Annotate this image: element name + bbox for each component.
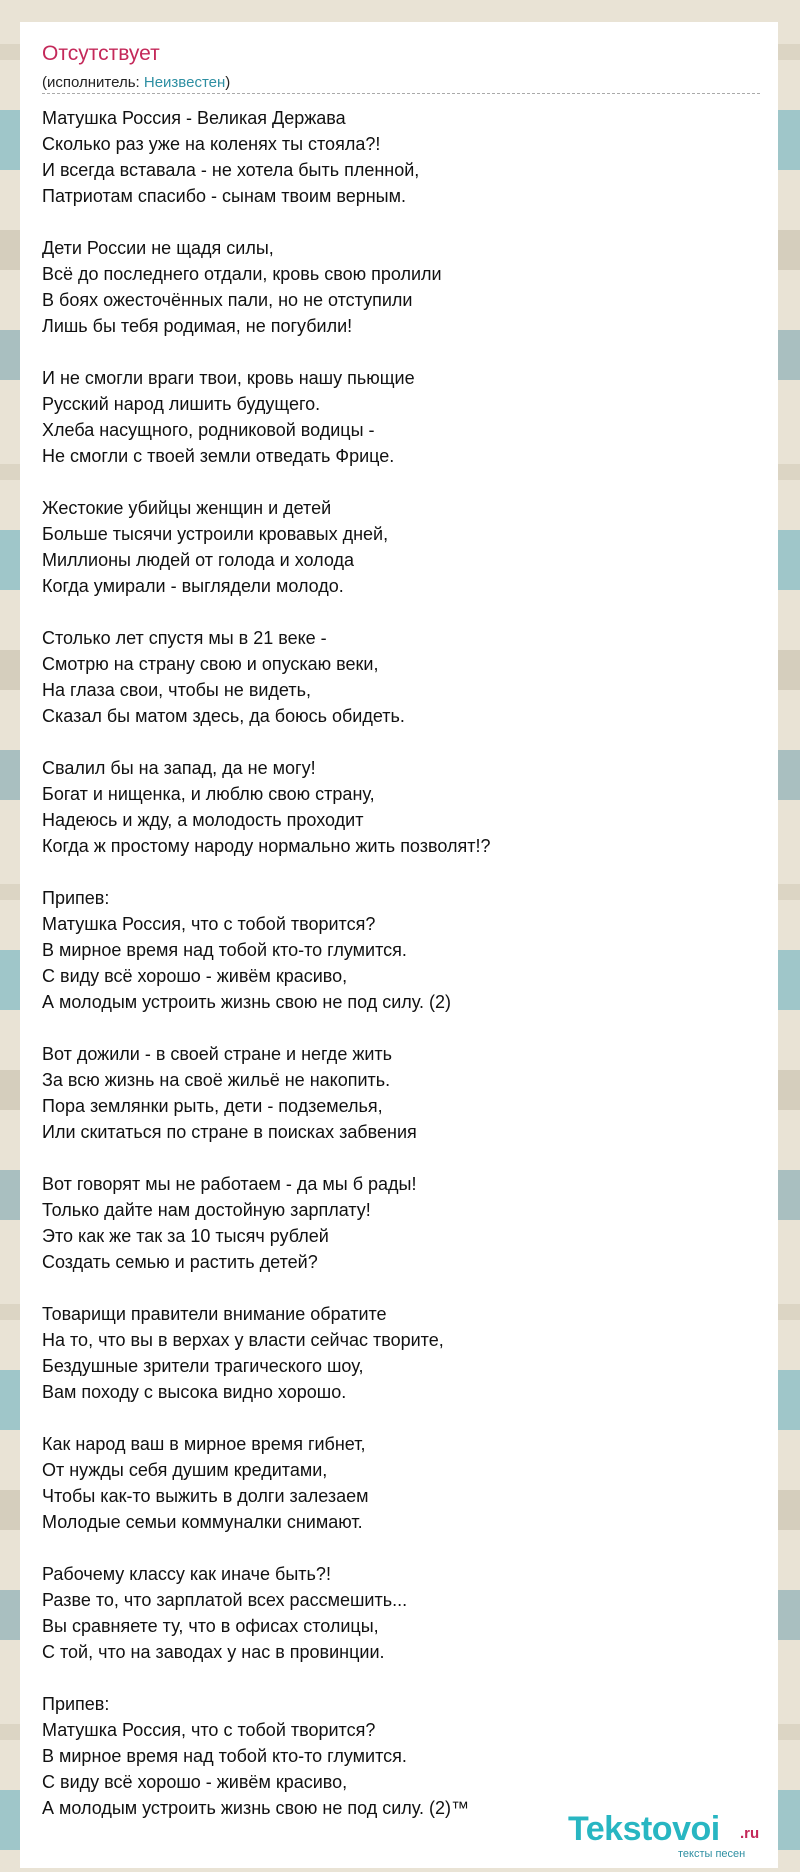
lyric-line: А молодым устроить жизнь свою не под силу. (2) (42, 992, 451, 1012)
lyric-line: Вам походу с высока видно хорошо. (42, 1382, 347, 1402)
lyric-line: Вот дожили - в своей стране и негде жить (42, 1044, 393, 1064)
lyric-line: В боях ожесточённых пали, но не отступили (42, 290, 413, 310)
artist-link[interactable]: Неизвестен (143, 74, 226, 91)
lyric-line: Как народ ваш в мирное время гибнет, (42, 1434, 366, 1454)
stanza-gap (42, 1535, 762, 1561)
lyric-line: Столько лет спустя мы в 21 веке - (42, 628, 327, 648)
lyric-line: Хлеба насущного, родниковой водицы - (42, 420, 375, 440)
stanza-gap (42, 859, 762, 885)
lyric-line: Надеюсь и жду, а молодость проходит (42, 810, 364, 830)
lyric-line: Рабочему классу как иначе быть?! (42, 1564, 331, 1584)
stanza-gap (42, 1015, 762, 1041)
lyric-line: Чтобы как-то выжить в долги залезаем (42, 1486, 369, 1506)
lyric-line: Дети России не щадя силы, (42, 238, 274, 258)
subtitle-suffix: ) (225, 74, 231, 91)
site-logo[interactable] (568, 1810, 778, 1860)
lyric-line: Матушка Россия, что с тобой творится? (42, 914, 376, 934)
lyrics-card (20, 22, 778, 1868)
stanza-gap (42, 1145, 762, 1171)
lyric-line: В мирное время над тобой кто-то глумится. (42, 1746, 407, 1766)
lyric-line: Только дайте нам достойную зарплату! (42, 1200, 371, 1220)
lyric-line: А молодым устроить жизнь свою не под силу. (2)™ (42, 1798, 469, 1818)
lyrics-body (42, 105, 762, 1821)
lyric-line: Молодые семьи коммуналки снимают. (42, 1512, 363, 1532)
lyric-line: Вы сравняете ту, что в офисах столицы, (42, 1616, 379, 1636)
lyric-line: Припев: (42, 888, 110, 908)
lyric-line: Больше тысячи устроили кровавых дней, (42, 524, 389, 544)
lyric-line: Или скитаться по стране в поисках забвения (42, 1122, 417, 1142)
lyric-line: Бездушные зрители трагического шоу, (42, 1356, 364, 1376)
lyric-line: И всегда вставала - не хотела быть пленной, (42, 160, 420, 180)
stanza-gap (42, 1275, 762, 1301)
song-title: Отсутствует (42, 42, 160, 65)
lyric-line: С виду всё хорошо - живём красиво, (42, 966, 348, 986)
stanza-gap (42, 729, 762, 755)
stanza-gap (42, 1665, 762, 1691)
song-subtitle (42, 74, 230, 91)
lyric-line: Миллионы людей от голода и холода (42, 550, 354, 570)
logo-tagline: тексты песен (678, 1848, 746, 1860)
lyric-line: Пора землянки рыть, дети - подземелья, (42, 1096, 383, 1116)
lyric-line: На глаза свои, чтобы не видеть, (42, 680, 311, 700)
lyric-line: Смотрю на страну свою и опускаю веки, (42, 654, 379, 674)
lyric-line: Когда умирали - выглядели молодо. (42, 576, 344, 596)
lyric-line: Это как же так за 10 тысяч рублей (42, 1226, 329, 1246)
stanza-gap (42, 339, 762, 365)
lyric-line: Сколько раз уже на коленях ты стояла?! (42, 134, 381, 154)
lyric-line: Свалил бы на запад, да не могу! (42, 758, 316, 778)
lyric-line: Всё до последнего отдали, кровь свою пролили (42, 264, 442, 284)
lyric-line: Создать семью и растить детей? (42, 1252, 318, 1272)
lyric-line: Русский народ лишить будущего. (42, 394, 321, 414)
stanza-gap (42, 209, 762, 235)
subtitle-prefix: (исполнитель: (42, 74, 144, 91)
lyric-line: Сказал бы матом здесь, да боюсь обидеть. (42, 706, 405, 726)
lyric-line: Товарищи правители внимание обратите (42, 1304, 387, 1324)
stanza-gap (42, 1405, 762, 1431)
lyric-line: Вот говорят мы не работаем - да мы б рады! (42, 1174, 417, 1194)
lyric-line: За всю жизнь на своё жильё не накопить. (42, 1070, 391, 1090)
lyric-line: С виду всё хорошо - живём красиво, (42, 1772, 348, 1792)
logo-tld: .ru (740, 1825, 760, 1842)
lyric-line: Лишь бы тебя родимая, не погубили! (42, 316, 353, 336)
lyric-line: От нужды себя душим кредитами, (42, 1460, 328, 1480)
logo-text: Tekstovoi (568, 1810, 720, 1848)
stanza-gap (42, 469, 762, 495)
lyric-line: Не смогли с твоей земли отведать Фрице. (42, 446, 395, 466)
header-divider (42, 93, 760, 94)
lyric-line: На то, что вы в верхах у власти сейчас творите, (42, 1330, 444, 1350)
lyric-line: Матушка Россия - Великая Держава (42, 108, 346, 128)
lyric-line: И не смогли враги твои, кровь нашу пьющие (42, 368, 415, 388)
lyric-line: Матушка Россия, что с тобой творится? (42, 1720, 376, 1740)
lyric-line: С той, что на заводах у нас в провинции. (42, 1642, 385, 1662)
lyric-line: Разве то, что зарплатой всех рассмешить... (42, 1590, 408, 1610)
stanza-gap (42, 599, 762, 625)
lyric-line: Когда ж простому народу нормально жить позволят!? (42, 836, 491, 856)
lyric-line: Патриотам спасибо - сынам твоим верным. (42, 186, 406, 206)
lyric-line: Припев: (42, 1694, 110, 1714)
lyric-line: Жестокие убийцы женщин и детей (42, 498, 332, 518)
lyric-line: Богат и нищенка, и люблю свою страну, (42, 784, 375, 804)
lyric-line: В мирное время над тобой кто-то глумится. (42, 940, 407, 960)
